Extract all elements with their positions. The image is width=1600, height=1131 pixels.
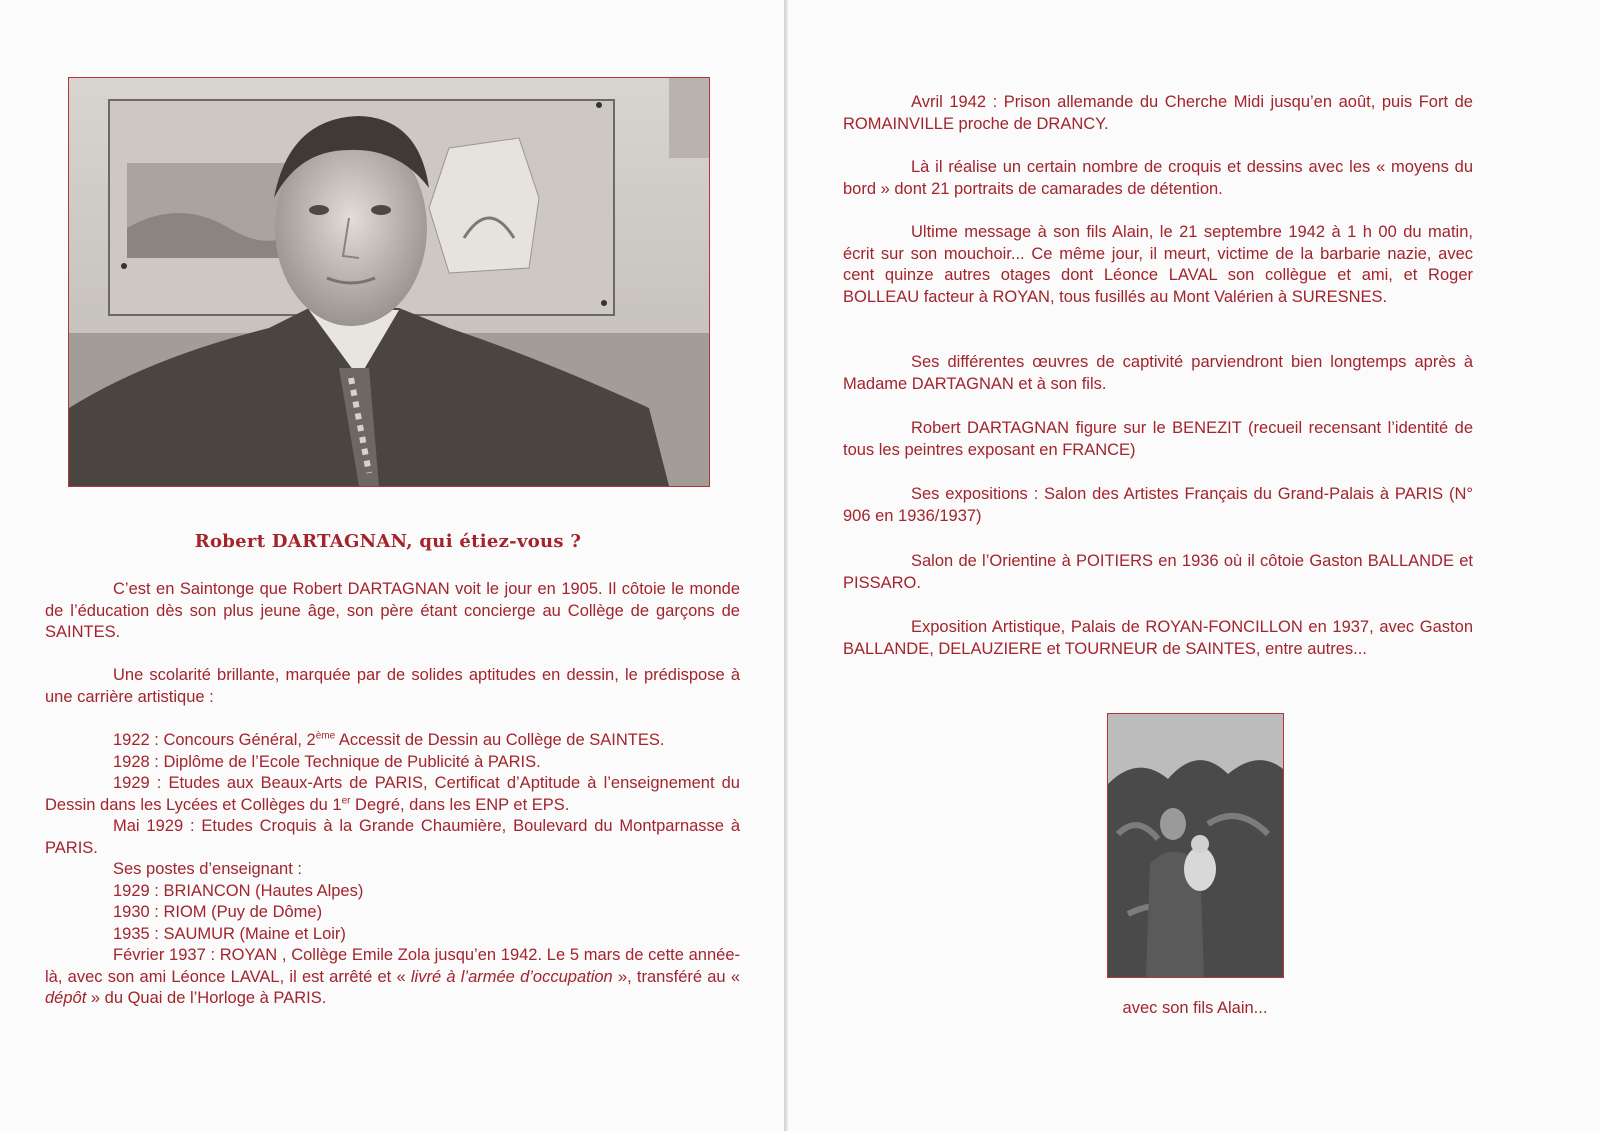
right-paragraph-4: Ses différentes œuvres de captivité parviendront bien longtemps après à Madame DARTAGNAN et à son fils. [843, 353, 1473, 393]
fevrier-text-c: » du Quai de l’Horloge à PARIS. [86, 989, 327, 1007]
timeline-1928: 1928 : Diplôme de l’Ecole Technique de Publicité à PARIS. [113, 752, 541, 771]
poste-item: 1930 : RIOM (Puy de Dôme) [113, 903, 323, 921]
timeline-1922-rest: Accessit de Dessin au Collège de SAINTES. [335, 731, 665, 749]
right-paragraph-1: Avril 1942 : Prison allemande du Cherche Midi jusqu’en août, puis Fort de ROMAINVILLE proche de DRANCY. [843, 93, 1473, 133]
poste-item: 1935 : SAUMUR (Maine et Loir) [113, 924, 346, 943]
timeline-1929-rest: Degré, dans les ENP et EPS. [350, 795, 570, 814]
education-paragraph: Une scolarité brillante, marquée par de solides aptitudes en dessin, le prédispose à une carrière artistique : [45, 666, 740, 706]
right-paragraph-3: Ultime message à son fils Alain, le 21 septembre 1942 à 1 h 00 du matin, écrit sur son mouchoir... Ce même jour, il meurt, victime de la barbarie nazie, avec cent quinze autres otages dont Léonce LAVAL son collègue et ami, et Roger BOLLEAU facteur à ROYAN, tous fusillés au Mont Valérien à SURESNES. [843, 223, 1473, 306]
timeline-1922-text: 1922 : Concours Général, 2 [113, 731, 316, 749]
intro-paragraph: C’est en Saintonge que Robert DARTAGNAN voit le jour en 1905. Il côtoie le monde de l’éducation dès son plus jeune âge, son père étant concierge au Collège de garçons de SAINTES. [45, 580, 740, 641]
ordinal-sup: ème [315, 730, 336, 742]
right-paragraph-5: Robert DARTAGNAN figure sur le BENEZIT (recueil recensant l’identité de tous les peintres exposant en FRANCE) [843, 419, 1473, 459]
fevrier-italic-1: livré à l’armée d’occupation [410, 967, 613, 986]
father-son-photo [1107, 713, 1284, 978]
poste-item: 1929 : BRIANCON (Hautes Alpes) [113, 881, 364, 900]
timeline-1929 [45, 773, 740, 816]
timeline-1922 [45, 730, 740, 752]
timeline-fevrier-1937 [45, 945, 740, 1010]
right-paragraph-7: Salon de l’Orientine à POITIERS en 1936 où il côtoie Gaston BALLANDE et PISSARO. [843, 552, 1473, 592]
ordinal-sup: er [341, 795, 351, 806]
fevrier-italic-2: dépôt [45, 989, 87, 1007]
timeline-mai-1929: Mai 1929 : Etudes Croquis à la Grande Chaumière, Boulevard du Montparnasse à PARIS. [45, 817, 740, 857]
right-paragraph-6: Ses expositions : Salon des Artistes Français du Grand-Palais à PARIS (N° 906 en 1936/1937) [843, 485, 1473, 525]
photo-caption: avec son fils Alain... [1122, 999, 1268, 1017]
fevrier-text-b: », transféré au « [612, 967, 741, 986]
timeline [45, 730, 740, 1010]
right-paragraph-8: Exposition Artistique, Palais de ROYAN-FONCILLON en 1937, avec Gaston BALLANDE, DELAUZIERE et TOURNEUR de SAINTES, entre autres... [843, 618, 1473, 658]
right-paragraph-2: Là il réalise un certain nombre de croquis et dessins avec les « moyens du bord » dont 21 portraits de camarades de détention. [843, 158, 1473, 198]
portrait-photo [68, 77, 710, 487]
fevrier-text-a: Février 1937 : ROYAN , Collège Emile Zola jusqu’en 1942. Le 5 mars de cette année-là, avec son ami Léonce LAVAL, il est arrêté et « [45, 946, 740, 986]
page-title: Robert DARTAGNAN, qui étiez-vous ? [194, 531, 582, 552]
postes-heading: Ses postes d’enseignant : [113, 860, 302, 878]
timeline-1929-text: 1929 : Etudes aux Beaux-Arts de PARIS, Certificat d’Aptitude à l’enseignement du Dessin dans les Lycées et Collèges du 1 [45, 774, 740, 814]
